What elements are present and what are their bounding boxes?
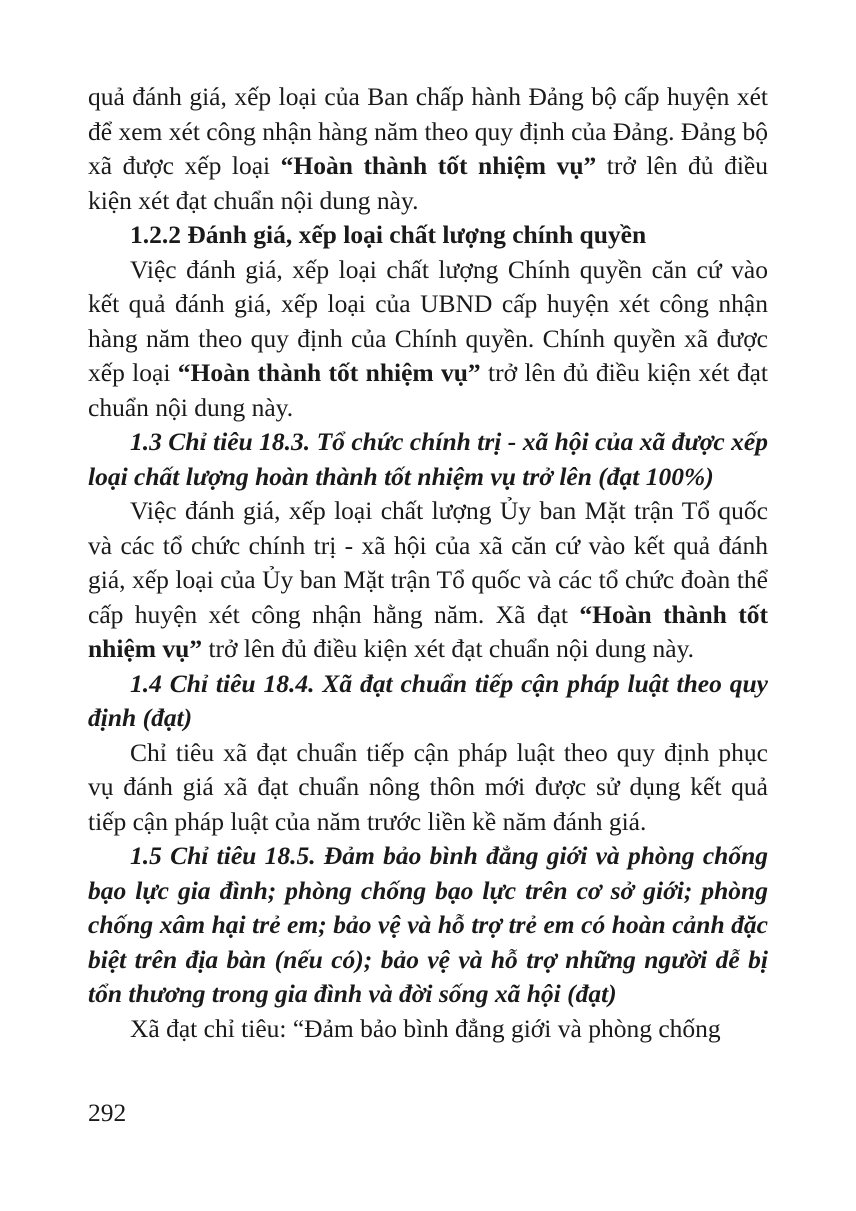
paragraph-text: quả đánh giá, xếp loại của Ban chấp hành Đảng bộ cấp huyện xét để xem xét công nhận hàng năm theo quy định của Đảng. Đảng bộ xã được xếp loại [88, 82, 768, 180]
section-heading-1-5: 1.5 Chỉ tiêu 18.5. Đảm bảo bình đẳng giới và phòng chống bạo lực gia đình; phòng chống bạo lực trên cơ sở giới; phòng chống xâm hại trẻ em; bảo vệ và hỗ trợ trẻ em có hoàn cảnh đặc biệt trên địa bàn (nếu có); bảo vệ và hỗ trợ những người dễ bị tổn thương trong gia đình và đời sống xã hội (đạt) [88, 841, 768, 1008]
page-body [88, 80, 768, 1046]
paragraph-text: trở lên đủ điều kiện xét đạt chuẩn nội dung này. [88, 151, 768, 215]
bold-phrase: “Hoàn thành tốt nhiệm vụ” [177, 358, 481, 387]
section-heading-1-3: 1.3 Chỉ tiêu 18.3. Tổ chức chính trị - xã hội của xã được xếp loại chất lượng hoàn thành tốt nhiệm vụ trở lên (đạt 100%) [88, 427, 768, 491]
page-number: 292 [88, 1098, 127, 1127]
paragraph-text: Việc đánh giá, xếp loại chất lượng Chính quyền căn cứ vào kết quả đánh giá, xếp loại của UBND cấp huyện xét công nhận hàng năm theo quy định của Chính quyền. Chính quyền xã được xếp loại [88, 254, 768, 387]
paragraph: Chỉ tiêu xã đạt chuẩn tiếp cận pháp luật theo quy định phục vụ đánh giá xã đạt chuẩn nông thôn mới được sử dụng kết quả tiếp cận pháp luật của năm trước liền kề năm đánh giá. [88, 737, 768, 836]
bold-phrase: “Hoàn thành tốt nhiệm vụ” [88, 599, 768, 663]
paragraph: Xã đạt chỉ tiêu: “Đảm bảo bình đẳng giới và phòng chống [130, 1013, 721, 1043]
paragraph-text: trở lên đủ điều kiện xét đạt chuẩn nội dung này. [202, 634, 695, 663]
paragraph [88, 80, 768, 218]
bold-phrase: “Hoàn thành tốt nhiệm vụ” [280, 151, 597, 180]
paragraph [88, 253, 768, 426]
paragraph [88, 494, 768, 667]
paragraph-text: Việc đánh giá, xếp loại chất lượng Ủy ban Mặt trận Tổ quốc và các tổ chức chính trị - xã hội của xã căn cứ vào kết quả đánh giá, xếp loại của Ủy ban Mặt trận Tổ quốc và các tổ chức đoàn thể cấp huyện xét công nhận hằng năm. Xã đạt [88, 496, 768, 629]
section-heading-1-2-2: 1.2.2 Đánh giá, xếp loại chất lượng chính quyền [130, 220, 647, 249]
section-heading-1-4: 1.4 Chỉ tiêu 18.4. Xã đạt chuẩn tiếp cận pháp luật theo quy định (đạt) [88, 668, 768, 732]
paragraph-text: trở lên đủ điều kiện xét đạt chuẩn nội dung này. [88, 358, 769, 422]
